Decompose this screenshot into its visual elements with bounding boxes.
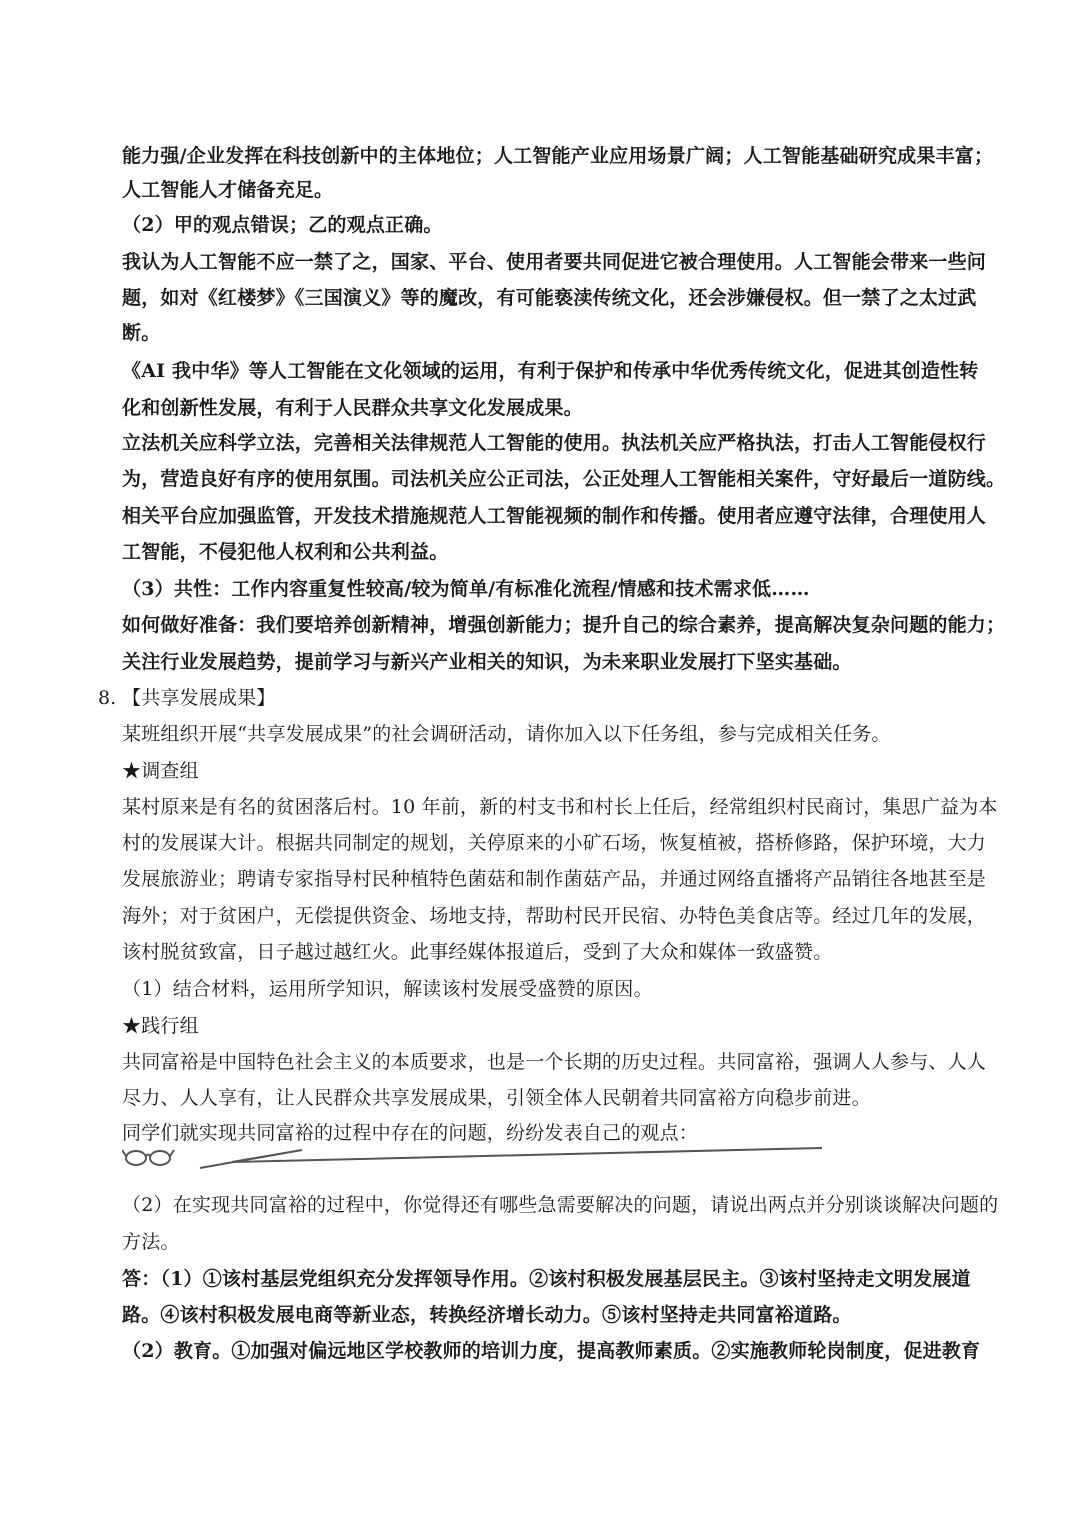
answer7-line-7: 《AI 我中华》等人工智能在文化领域的运用，有利于保护和传承中华优秀传统文化，促进其创造性转 [122,360,979,382]
answer7-line-9: 立法机关应科学立法，完善相关法律规范人工智能的使用。执法机关应严格执法，打击人工智能侵权行 [122,432,987,454]
question-2-line-1: （2）在实现共同富裕的过程中，你觉得还有哪些急需要解决的问题，请说出两点并分别谈谈解决问题的 [122,1194,999,1216]
question-intro: 某班组织开展“共享发展成果”的社会调研活动，请你加入以下任务组，参与完成相关任务。 [122,723,891,745]
question-number: 8. [98,687,117,709]
practice-line-2: 尽力、人人享有，让人民群众共享发展成果，引领全体人民朝着共同富裕方向稳步前进。 [122,1087,871,1109]
survey-line-1: 某村原来是有名的贫困落后村。10 年前，新的村支书和村长上任后，经常组织村民商讨，集思广益为本 [122,796,998,818]
answer7-line-8: 化和创新性发展，有利于人民群众共享文化发展成果。 [122,397,583,419]
survey-group-label: ★调查组 [122,760,199,782]
glasses-sketch-icon [122,1136,842,1176]
practice-line-3: 同学们就实现共同富裕的过程中存在的问题，纷纷发表自己的观点： [122,1122,699,1144]
practice-group-label: ★践行组 [122,1015,199,1037]
survey-line-3: 发展旅游业；聘请专家指导村民种植特色菌菇和制作菌菇产品，并通过网络直播将产品销往各地甚至是 [122,868,987,890]
answer7-line-5: 题，如对《红楼梦》《三国演义》等的魔改，有可能亵渎传统文化，还会涉嫌侵权。但一禁了之太过武 [122,287,977,309]
survey-line-2: 村的发展谋大计。根据共同制定的规划，关停原来的小矿石场，恢复植被，搭桥修路，保护环境，大力 [122,832,987,854]
answer7-line-2: 人工智能人才储备充足。 [122,179,334,201]
question-title: 【共享发展成果】 [122,687,276,709]
answer7-line-4: 我认为人工智能不应一禁了之，国家、平台、使用者要共同促进它被合理使用。人工智能会带来一些问 [122,251,987,273]
survey-line-5: 该村脱贫致富，日子越过越红火。此事经媒体报道后，受到了大众和媒体一致盛赞。 [122,941,833,963]
answer7-line-10: 为，营造良好有序的使用氛围。司法机关应公正司法，公正处理人工智能相关案件，守好最后一道防线。 [122,468,1006,490]
survey-line-4: 海外；对于贫困户，无偿提供资金、场地支持，帮助村民开民宿、办特色美食店等。经过几年的发展， [122,905,987,927]
question-2-line-2: 方法。 [122,1231,180,1253]
answer7-line-1: 能力强/企业发挥在科技创新中的主体地位；人工智能产业应用场景广阔；人工智能基础研究成果丰富； [122,145,994,167]
practice-line-1: 共同富裕是中国特色社会主义的本质要求，也是一个长期的历史过程。共同富裕，强调人人参与、人人 [122,1051,987,1073]
answer7-line-3: （2）甲的观点错误；乙的观点正确。 [122,214,443,236]
answer8-line-2: 路。④该村积极发展电商等新业态，转换经济增长动力。⑤该村坚持走共同富裕道路。 [122,1304,852,1326]
answer7-line-15: 关注行业发展趋势，提前学习与新兴产业相关的知识，为未来职业发展打下坚实基础。 [122,651,852,673]
answer7-line-14: 如何做好准备：我们要培养创新精神，增强创新能力；提升自己的综合素养，提高解决复杂问题的能力； [122,614,1006,636]
answer7-line-12: 工智能，不侵犯他人权利和公共利益。 [122,541,449,563]
question-1: （1）结合材料，运用所学知识，解读该村发展受盛赞的原因。 [122,978,653,1000]
answer7-line-13: （3）共性：工作内容重复性较高/较为简单/有标准化流程/情感和技术需求低…… [122,578,810,600]
answer7-line-6: 断。 [122,322,161,344]
answer7-line-11: 相关平台应加强监管，开发技术措施规范人工智能视频的制作和传播。使用者应遵守法律，合理使用人 [122,505,987,527]
answer8-line-3: （2）教育。①加强对偏远地区学校教师的培训力度，提高教师素质。②实施教师轮岗制度，促进教育 [122,1340,981,1362]
answer8-line-1: 答：（1）①该村基层党组织充分发挥领导作用。②该村积极发展基层民主。③该村坚持走文明发展道 [122,1268,971,1290]
